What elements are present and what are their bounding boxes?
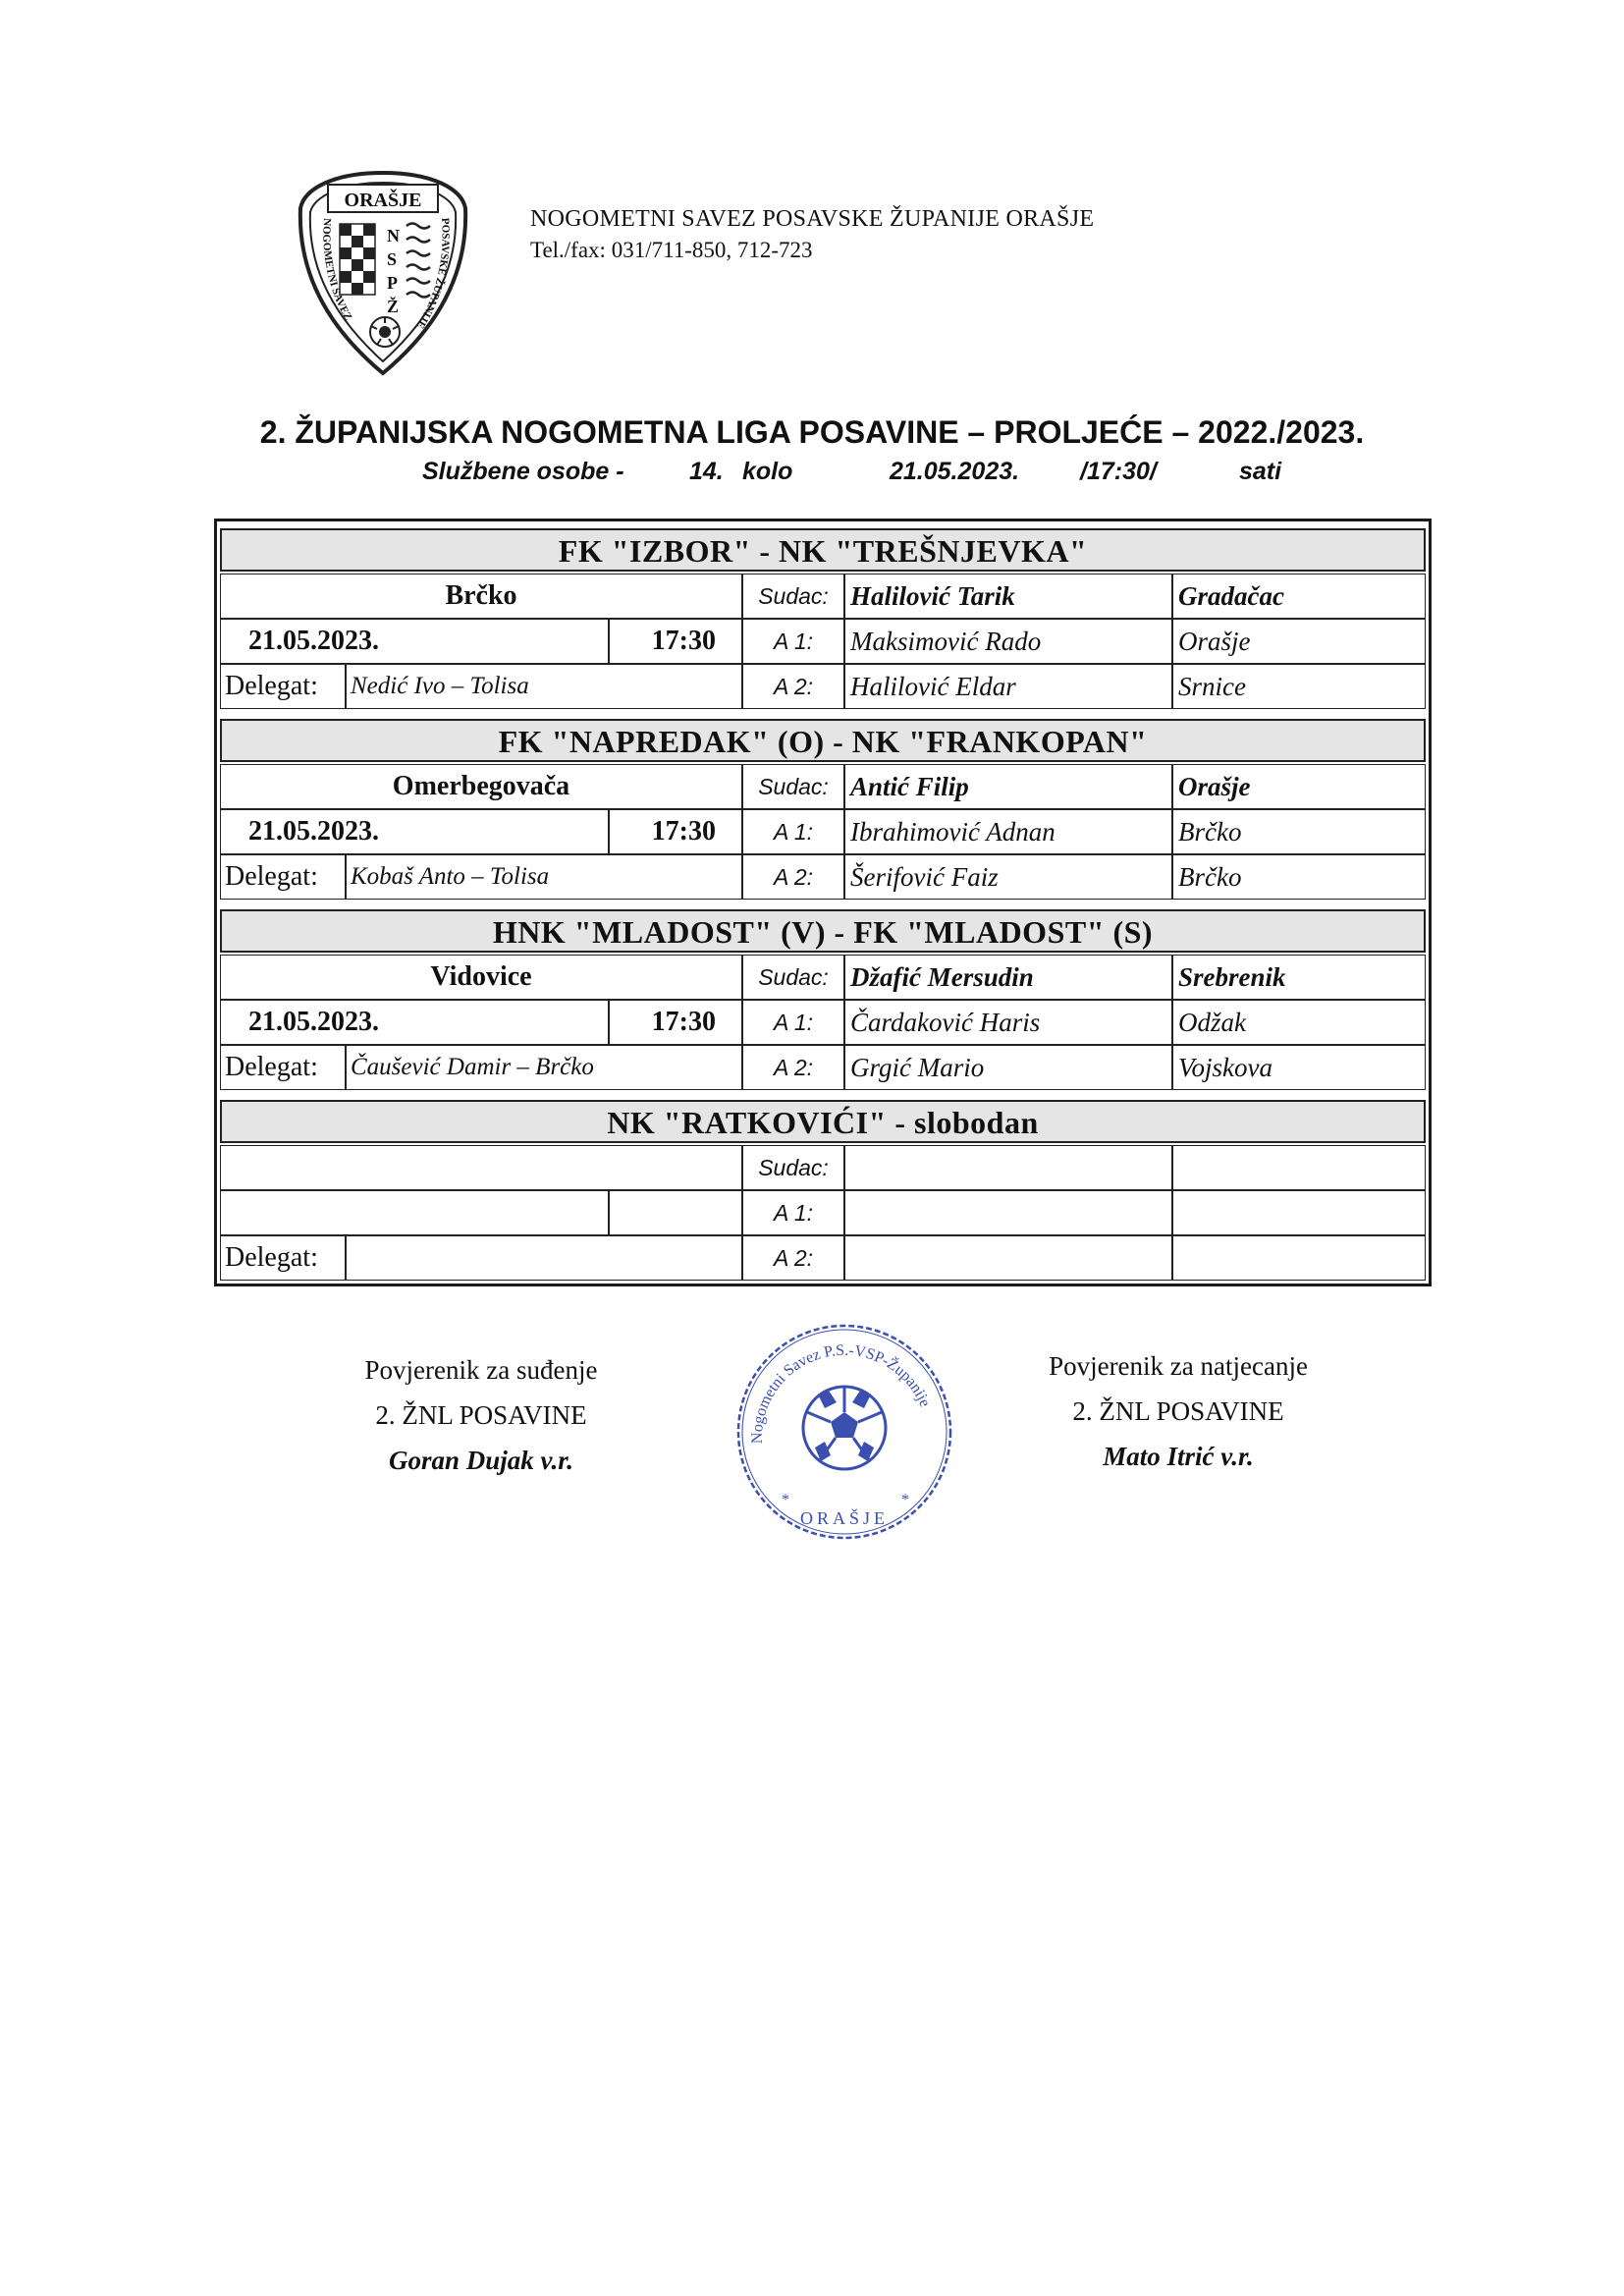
svg-text:S: S: [387, 249, 398, 269]
signature-right-name: Mato Itrić v.r.: [1103, 1442, 1254, 1471]
federation-logo: [295, 169, 471, 377]
assistant2-label: A 2:: [742, 854, 844, 900]
match-date: 21.05.2023.: [220, 619, 609, 664]
assistant2-city: Vojskova: [1172, 1045, 1426, 1090]
assistant1-city: Orašje: [1172, 619, 1426, 664]
referee-label: Sudac:: [742, 574, 844, 619]
referee-city: Orašje: [1172, 764, 1426, 809]
signature-right: [1011, 1343, 1345, 1479]
referee-city: Srebrenik: [1172, 955, 1426, 1000]
subtitle-unit: sati: [1239, 458, 1282, 485]
svg-text:NOGOMETNI SAVEZ: NOGOMETNI SAVEZ: [320, 217, 354, 323]
referee-name: Antić Filip: [844, 764, 1172, 809]
match-date: [220, 1190, 609, 1235]
signature-right-role: Povjerenik za natjecanje: [1049, 1351, 1308, 1381]
subtitle-time: /17:30/: [1080, 458, 1157, 485]
referee-label: Sudac:: [742, 955, 844, 1000]
svg-text:Ž: Ž: [387, 297, 400, 316]
subtitle-label: Službene osobe -: [422, 458, 624, 485]
match-title: FK "NAPREDAK" (O) - NK "FRANKOPAN": [220, 719, 1426, 762]
svg-text:P: P: [387, 273, 398, 293]
referee-name: Džafić Mersudin: [844, 955, 1172, 1000]
organization-phone: Tel./fax: 031/711-850, 712-723: [530, 238, 813, 262]
round-word: kolo: [742, 458, 793, 485]
delegate-label: Delegat:: [220, 664, 346, 709]
match-time: 17:30: [609, 809, 742, 854]
match-venue: [220, 1145, 742, 1190]
referee-name: [844, 1145, 1172, 1190]
delegate-name: Kobaš Anto – Tolisa: [346, 854, 742, 900]
match-title: NK "RATKOVIĆI" - slobodan: [220, 1100, 1426, 1143]
match-title: FK "IZBOR" - NK "TREŠNJEVKA": [220, 528, 1426, 572]
delegate-name: Nedić Ivo – Tolisa: [346, 664, 742, 709]
svg-text:ORAŠJE: ORAŠJE: [799, 1508, 890, 1528]
match-date: 21.05.2023.: [220, 1000, 609, 1045]
assistant1-label: A 1:: [742, 1190, 844, 1235]
delegate-label: Delegat:: [220, 854, 346, 900]
match-time: [609, 1190, 742, 1235]
referee-city: Gradačac: [1172, 574, 1426, 619]
assistant1-city: Odžak: [1172, 1000, 1426, 1045]
match-venue: Vidovice: [220, 955, 742, 1000]
svg-text:Nogometni Savez P.S.-VSP-Župan: Nogometni Savez P.S.-VSP-Županije: [748, 1341, 934, 1445]
assistant1-label: A 1:: [742, 619, 844, 664]
signature-left-role: Povjerenik za suđenje: [364, 1355, 598, 1385]
svg-text:N: N: [387, 226, 400, 246]
assistant2-name: [844, 1235, 1172, 1281]
svg-text:POSAVSKE ŽUPANIJE: POSAVSKE ŽUPANIJE: [413, 217, 452, 331]
delegate-label: Delegat:: [220, 1235, 346, 1281]
signature-left-name: Goran Dujak v.r.: [388, 1446, 574, 1475]
referee-city: [1172, 1145, 1426, 1190]
referee-label: Sudac:: [742, 1145, 844, 1190]
assistant1-city: [1172, 1190, 1426, 1235]
assistant2-label: A 2:: [742, 1235, 844, 1281]
referee-label: Sudac:: [742, 764, 844, 809]
assistant2-city: [1172, 1235, 1426, 1281]
assistant1-name: Čardaković Haris: [844, 1000, 1172, 1045]
assistant2-label: A 2:: [742, 664, 844, 709]
match-date: 21.05.2023.: [220, 809, 609, 854]
organization-name: NOGOMETNI SAVEZ POSAVSKE ŽUPANIJE ORAŠJE: [530, 206, 1095, 232]
assistant2-name: Grgić Mario: [844, 1045, 1172, 1090]
delegate-name: [346, 1235, 742, 1281]
assistant2-name: Halilović Eldar: [844, 664, 1172, 709]
round-number: 14.: [689, 458, 724, 485]
assistant1-name: Maksimović Rado: [844, 619, 1172, 664]
match-venue: Brčko: [220, 574, 742, 619]
assistant2-label: A 2:: [742, 1045, 844, 1090]
assistant2-city: Brčko: [1172, 854, 1426, 900]
subtitle-date: 21.05.2023.: [890, 458, 1020, 485]
delegate-label: Delegat:: [220, 1045, 346, 1090]
svg-text:*: *: [782, 1492, 789, 1508]
official-stamp: [727, 1318, 962, 1546]
assistant1-name: Ibrahimović Adnan: [844, 809, 1172, 854]
assistant2-city: Srnice: [1172, 664, 1426, 709]
assistant1-label: A 1:: [742, 1000, 844, 1045]
assistant1-city: Brčko: [1172, 809, 1426, 854]
match-venue: Omerbegovača: [220, 764, 742, 809]
referee-name: Halilović Tarik: [844, 574, 1172, 619]
signature-left: [324, 1347, 638, 1483]
document-title: 2. ŽUPANIJSKA NOGOMETNA LIGA POSAVINE – PROLJEĆE – 2022./2023.: [259, 414, 1365, 450]
assistant1-label: A 1:: [742, 809, 844, 854]
match-time: 17:30: [609, 619, 742, 664]
signature-right-league: 2. ŽNL POSAVINE: [1072, 1396, 1284, 1426]
svg-text:ORAŠJE: ORAŠJE: [344, 190, 422, 211]
delegate-name: Čaušević Damir – Brčko: [346, 1045, 742, 1090]
match-title: HNK "MLADOST" (V) - FK "MLADOST" (S): [220, 909, 1426, 953]
assistant1-name: [844, 1190, 1172, 1235]
match-time: 17:30: [609, 1000, 742, 1045]
svg-text:*: *: [901, 1492, 909, 1508]
assistant2-name: Šerifović Faiz: [844, 854, 1172, 900]
signature-left-league: 2. ŽNL POSAVINE: [375, 1400, 587, 1430]
